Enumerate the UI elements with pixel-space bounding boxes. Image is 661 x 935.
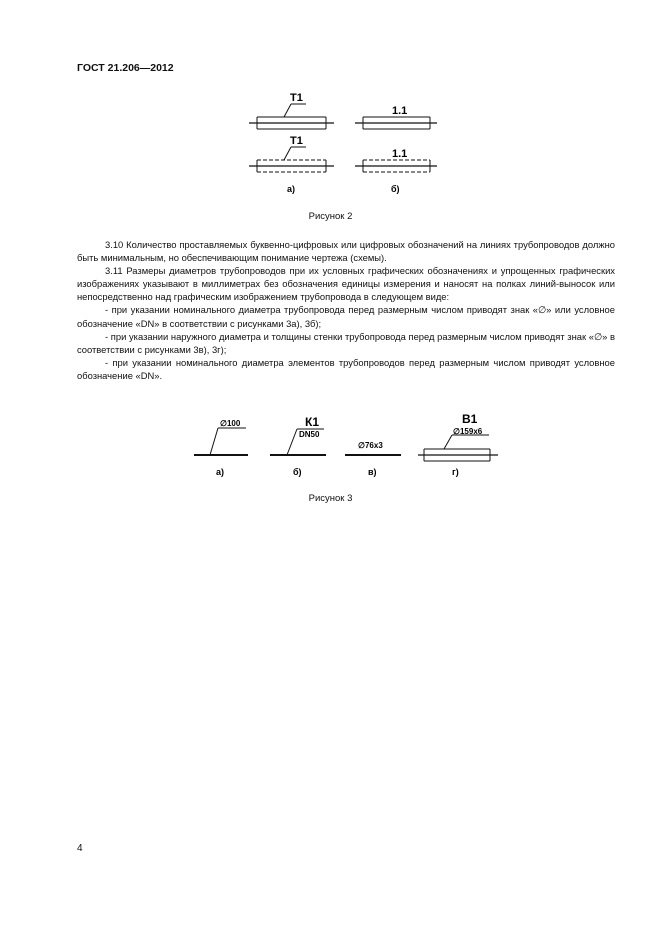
figure-3	[190, 408, 500, 483]
figure3-sublabel-v: в)	[368, 467, 377, 477]
figure3-caption: Рисунок 3	[308, 493, 353, 504]
figure3-g-value: ∅159х6	[453, 427, 483, 436]
figure2-label-t1-bottom: Т1	[290, 135, 303, 147]
pipe-dimension-g	[418, 435, 498, 461]
figure3-sublabel-g: г)	[452, 467, 459, 477]
figure2-label-11-top: 1.1	[392, 105, 408, 117]
figure3-sublabel-b: б)	[293, 467, 302, 477]
pipe-symbol-t1-solid	[249, 104, 334, 129]
figure2-label-11-bottom: 1.1	[392, 148, 408, 160]
document-header: ГОСТ 21.206—2012	[77, 62, 174, 74]
figure3-a-value: ∅100	[220, 419, 241, 428]
body-text	[77, 238, 615, 382]
list-item-2: - при указании наружного диаметра и толщины стенки трубопровода перед размерным числом приводят знак «∅» в соответствии с рисунками 3в), 3г);	[77, 330, 615, 355]
figure2-caption: Рисунок 2	[308, 211, 353, 222]
paragraph-3-11: 3.11 Размеры диаметров трубопроводов при их условных графических обозначениях и упрощенных графических изображениях указывают в миллиметрах без обозначения единицы измерения и наносят на полках линий-выносок или непосредственно над графическим изображением трубопровода в следующем виде:	[77, 265, 615, 303]
list-item-3: - при указании номинального диаметра элементов трубопроводов перед размерным числом приводят условное обозначение «DN».	[77, 356, 615, 381]
figure-2	[240, 88, 440, 198]
figure3-b-value: DN50	[299, 430, 320, 439]
pipe-symbol-t1-dashed	[249, 147, 334, 172]
figure3-b-code: К1	[305, 415, 319, 429]
pipe-symbol-11-dashed	[355, 160, 437, 172]
pipe-dimension-a	[194, 428, 248, 455]
list-item-1: - при указании номинального диаметра трубопровода перед размерным числом приводят знак «∅» или условное обозначение «DN» в соответствии с рисунками 3а), 3б);	[77, 304, 615, 329]
page-number: 4	[77, 843, 83, 854]
figure2-sublabel-a: а)	[287, 184, 296, 194]
figure3-sublabel-a: а)	[216, 467, 225, 477]
pipe-symbol-11-solid	[355, 117, 437, 129]
figure3-g-code: В1	[462, 412, 478, 426]
paragraph-3-10: 3.10 Количество проставляемых буквенно-цифровых или цифровых обозначений на линиях трубопроводов должно быть минимальным, но обеспечивающим понимание чертежа (схемы).	[77, 239, 615, 264]
figure3-v-value: ∅76х3	[358, 441, 383, 450]
figure2-sublabel-b: б)	[391, 184, 400, 194]
figure2-label-t1-top: Т1	[290, 92, 303, 104]
